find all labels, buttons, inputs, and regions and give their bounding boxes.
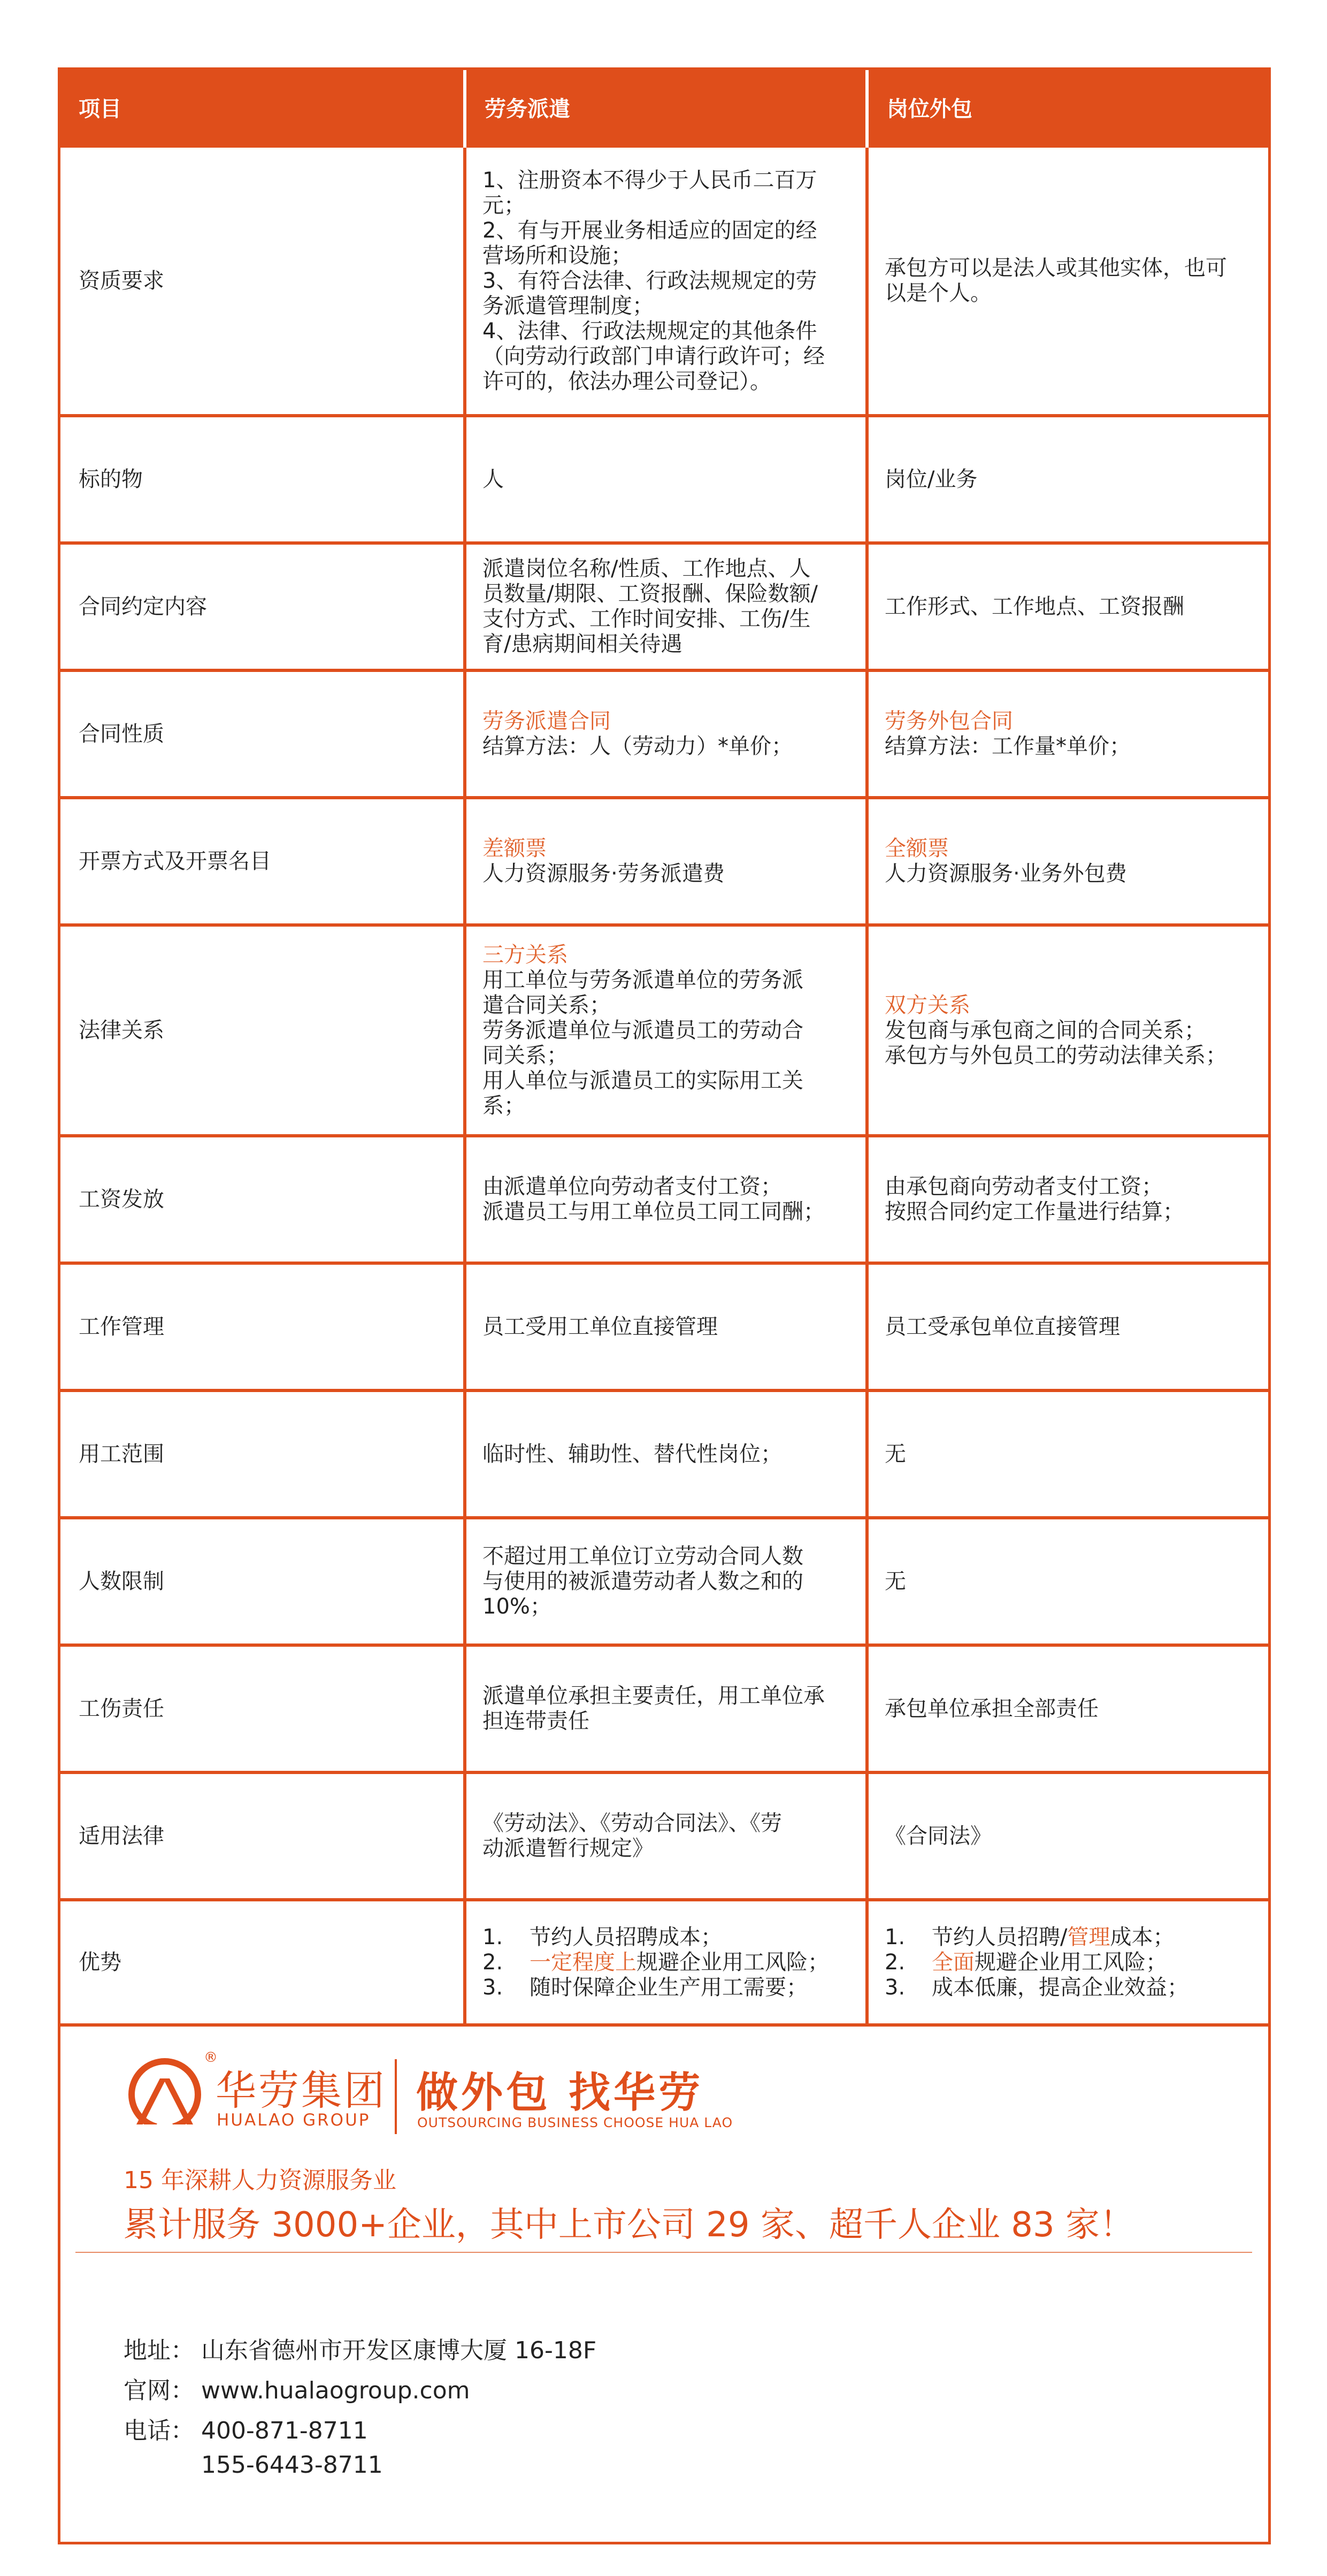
cell-text-line: 派遣员工与用工单位员工同工同酬；: [482, 1199, 825, 1224]
list-number: 2.: [885, 1950, 906, 1975]
dispatch-category: 劳务派遣合同: [482, 709, 611, 733]
row-item-label: 工资发放: [60, 1136, 465, 1263]
table-row-advantage: [60, 1900, 1268, 2025]
outsource-category: 劳务外包合同: [885, 709, 1013, 733]
table-row: [60, 1645, 1268, 1772]
cell-text-line: 4、法律、行政法规规定的其他条件: [482, 318, 817, 343]
advantage-list-item: [885, 1950, 1252, 1975]
row-item-label: 优势: [60, 1900, 465, 2025]
cell-text-line: 担连带责任: [482, 1709, 589, 1733]
row-item-label: 适用法律: [60, 1772, 465, 1900]
cell-text-line: 人力资源服务·业务外包费: [885, 861, 1127, 886]
cell-text-line: 临时性、辅助性、替代性岗位；: [482, 1441, 782, 1466]
cell-text-line: 员数量/期限、工资报酬、保险数额/: [482, 582, 818, 606]
phone-label: 电话：: [124, 2417, 194, 2444]
advantage-text: 随时保障企业生产用工需要；: [530, 1975, 808, 2000]
cell-text-line: 《劳动法》、《劳动合同法》、《劳: [482, 1811, 782, 1836]
brand-divider: [395, 2059, 397, 2134]
header-dispatch: 劳务派遣: [465, 70, 867, 146]
brand-name-en: HUALAO GROUP: [217, 2111, 371, 2130]
cell-outsource: [867, 1772, 1268, 1900]
advantage-list-item: [885, 1925, 1252, 1950]
cell-text-line: 1、注册资本不得少于人民币二百万: [482, 167, 817, 193]
advantage-highlight: 一定程度上: [530, 1950, 636, 1975]
header-item: 项目: [60, 70, 465, 146]
advantage-highlight: 管理: [1067, 1924, 1110, 1950]
cell-text-line: 与使用的被派遣劳动者人数之和的: [482, 1569, 803, 1594]
cell-outsource: [867, 1136, 1268, 1263]
row-item-label: 人数限制: [60, 1518, 465, 1645]
advantage-text: 节约人员招聘成本；: [530, 1924, 722, 1950]
cell-outsource: [867, 1518, 1268, 1645]
cell-dispatch: [465, 1390, 867, 1518]
service-stats: 累计服务 3000+企业，其中上市公司 29 家、超千人企业 83 家！: [124, 2205, 1134, 2245]
row-item-label: 合同性质: [60, 670, 465, 798]
cell-text-line: 育/患病期间相关待遇: [482, 632, 682, 656]
list-number: 2.: [482, 1950, 503, 1975]
row-item-label: 工伤责任: [60, 1645, 465, 1772]
table-row: [60, 670, 1268, 798]
cell-text-line: 派遣岗位名称/性质、工作地点、人: [482, 556, 811, 581]
tagline: 15 年深耕人力资源服务业: [124, 2167, 396, 2194]
dispatch-category: 差额票: [482, 836, 547, 861]
cell-text-line: 承包单位承担全部责任: [885, 1696, 1099, 1721]
website-link[interactable]: www.hualaogroup.com: [201, 2377, 470, 2404]
row-item-label: 资质要求: [60, 146, 465, 416]
website-label: 官网：: [124, 2377, 194, 2404]
cell-text-line: 按照合同约定工作量进行结算；: [885, 1199, 1184, 1224]
table-row: [60, 416, 1268, 543]
cell-text-line: 元；: [482, 193, 525, 218]
cell-outsource: [867, 1263, 1268, 1390]
cell-text-line: 由派遣单位向劳动者支付工资；: [482, 1174, 782, 1199]
footer: [60, 2021, 1268, 2542]
cell-text-line: 承包方可以是法人或其他实体，也可: [885, 256, 1227, 280]
cell-text-line: 动派遣暂行规定》: [482, 1836, 654, 1861]
cell-text-line: 无: [885, 1441, 906, 1466]
cell-dispatch: [465, 670, 867, 798]
hualao-logo-icon: [125, 2056, 205, 2131]
table-row: [60, 1136, 1268, 1263]
cell-text-line: 3、有符合法律、行政法规规定的劳: [482, 268, 817, 293]
cell-outsource: [867, 798, 1268, 925]
cell-text-line: 营场所和设施；: [482, 243, 632, 268]
address-line: [124, 2331, 596, 2365]
cell-text-line: 同关系；: [482, 1043, 568, 1068]
cell-text-line: 许可的，依法办理公司登记）。: [482, 369, 771, 394]
advantage-list-item: [482, 1925, 849, 1950]
cell-text-line: 发包商与承包商之间的合同关系；: [885, 1018, 1206, 1043]
row-item-label: 用工范围: [60, 1390, 465, 1518]
outsource-category: 全额票: [885, 836, 949, 861]
cell-text-line: （向劳动行政部门申请行政许可；经: [482, 343, 825, 369]
cell-text-line: 2、有与开展业务相适应的固定的经: [482, 218, 817, 243]
address-value: 山东省德州市开发区康博大厦 16-18F: [201, 2337, 597, 2364]
cell-text-line: 结算方法：人（劳动力）*单价；: [482, 734, 793, 759]
outsource-category: 双方关系: [885, 992, 970, 1018]
comparison-sheet: [58, 67, 1271, 2544]
advantage-text: 成本低廉，提高企业效益；: [932, 1975, 1188, 2000]
cell-dispatch: [465, 543, 867, 670]
cell-dispatch: [465, 1518, 867, 1645]
row-item-label: 标的物: [60, 416, 465, 543]
advantage-list-item: [482, 1950, 849, 1975]
cell-text-line: 用人单位与派遣员工的实际用工关: [482, 1068, 803, 1093]
advantage-text: 节约人员招聘/: [932, 1924, 1068, 1950]
table-row: [60, 798, 1268, 925]
cell-dispatch: [465, 146, 867, 416]
list-number: 3.: [482, 1975, 503, 2000]
cell-text-line: 系；: [482, 1093, 525, 1118]
table-header-row: [60, 70, 1268, 146]
cell-text-line: 无: [885, 1569, 906, 1594]
cell-text-line: 劳务派遣单位与派遣员工的劳动合: [482, 1018, 803, 1043]
cell-dispatch: [465, 1136, 867, 1263]
phone-line: [124, 2411, 368, 2445]
cell-outsource: [867, 925, 1268, 1136]
advantage-text-rest: 规避企业用工风险；: [636, 1950, 829, 1975]
cell-text-line: 《合同法》: [885, 1823, 992, 1848]
table-row: [60, 146, 1268, 416]
cell-outsource: [867, 1390, 1268, 1518]
table-row: [60, 1518, 1268, 1645]
row-item-label: 工作管理: [60, 1263, 465, 1390]
comparison-table: [60, 70, 1268, 2027]
phone-line-2: [124, 2451, 383, 2479]
advantage-list-item: [482, 1975, 849, 2000]
cell-text-line: 10%；: [482, 1594, 551, 1619]
cell-dispatch: [465, 1263, 867, 1390]
advantage-text-rest: 规避企业用工风险；: [975, 1950, 1167, 1975]
cell-dispatch: [465, 1772, 867, 1900]
registered-mark: ®: [204, 2050, 218, 2066]
list-number: 1.: [885, 1924, 906, 1950]
cell-text-line: 工作形式、工作地点、工资报酬: [885, 594, 1184, 619]
list-number: 3.: [885, 1975, 906, 2000]
cell-dispatch: [465, 925, 867, 1136]
address-label: 地址：: [124, 2337, 194, 2364]
row-item-label: 法律关系: [60, 925, 465, 1136]
advantage-text-rest: 成本；: [1110, 1924, 1175, 1950]
cell-text-line: 务派遣管理制度；: [482, 293, 654, 318]
cell-outsource: [867, 146, 1268, 416]
cell-text-line: 遣合同关系；: [482, 992, 611, 1018]
table-row: [60, 925, 1268, 1136]
dispatch-category: 三方关系: [482, 942, 568, 967]
cell-text-line: 由承包商向劳动者支付工资；: [885, 1174, 1163, 1199]
cell-text-line: 员工受承包单位直接管理: [885, 1314, 1120, 1339]
website-line: [124, 2371, 470, 2405]
brand-name-cn: 华劳集团: [216, 2067, 387, 2114]
header-outsource: 岗位外包: [867, 70, 1268, 146]
slogan-en: OUTSOURCING BUSINESS CHOOSE HUA LAO: [417, 2115, 733, 2130]
cell-outsource: [867, 543, 1268, 670]
cell-text-line: 员工受用工单位直接管理: [482, 1314, 718, 1339]
footer-divider: [75, 2252, 1252, 2253]
slogan-cn: 做外包 找华劳: [416, 2069, 704, 2117]
cell-text-line: 用工单位与劳务派遣单位的劳务派: [482, 967, 803, 992]
advantage-highlight: 全面: [932, 1950, 975, 1975]
cell-dispatch-advantages: [465, 1900, 867, 2025]
cell-text-line: 承包方与外包员工的劳动法律关系；: [885, 1043, 1227, 1068]
cell-dispatch: [465, 416, 867, 543]
cell-outsource-advantages: [867, 1900, 1268, 2025]
cell-text-line: 岗位/业务: [885, 467, 978, 492]
phone-number-1[interactable]: 400-871-8711: [201, 2417, 368, 2444]
cell-text-line: 结算方法：工作量*单价；: [885, 734, 1131, 759]
cell-text-line: 人力资源服务·劳务派遣费: [482, 861, 725, 886]
cell-text-line: 人: [482, 467, 504, 492]
cell-text-line: 派遣单位承担主要责任，用工单位承: [482, 1684, 825, 1708]
table-row: [60, 1390, 1268, 1518]
table-row: [60, 1772, 1268, 1900]
row-item-label: 合同约定内容: [60, 543, 465, 670]
advantage-list-item: [885, 1975, 1252, 2000]
phone-number-2[interactable]: 155-6443-8711: [201, 2451, 383, 2479]
cell-text-line: 支付方式、工作时间安排、工伤/生: [482, 607, 811, 631]
table-row: [60, 1263, 1268, 1390]
cell-dispatch: [465, 798, 867, 925]
cell-text-line: 以是个人。: [885, 281, 992, 305]
row-item-label: 开票方式及开票名目: [60, 798, 465, 925]
table-row: [60, 543, 1268, 670]
cell-outsource: [867, 670, 1268, 798]
cell-text-line: 不超过用工单位订立劳动合同人数: [482, 1543, 803, 1569]
cell-dispatch: [465, 1645, 867, 1772]
list-number: 1.: [482, 1924, 503, 1950]
cell-outsource: [867, 1645, 1268, 1772]
cell-outsource: [867, 416, 1268, 543]
